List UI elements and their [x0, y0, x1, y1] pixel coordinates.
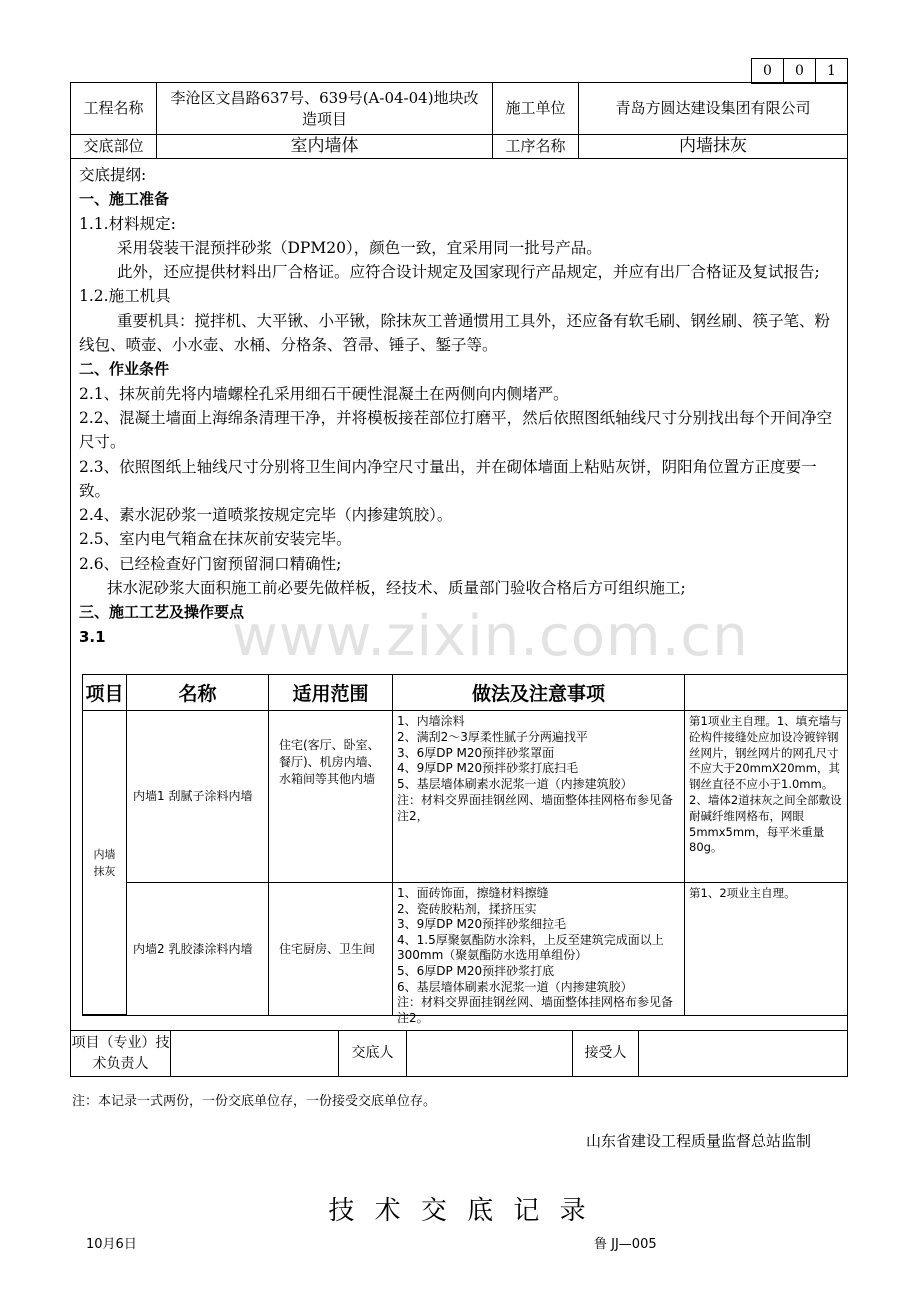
tech-lead-label: 项目（专业）技术负责人 [71, 1030, 171, 1076]
section-process: 三、施工工艺及操作要点 [79, 603, 245, 622]
step-line: 1、面砖饰面，擦缝材料擦缝 [397, 886, 549, 900]
discloser-field[interactable] [407, 1030, 573, 1076]
process-label: 工序名称 [493, 135, 579, 159]
subsection-material: 1.1.材料规定: [79, 214, 176, 233]
step-line: 注：材料交界面挂钢丝网、墙面整体挂网格布参见备注2。 [397, 995, 674, 1025]
step-line: 3、6厚DP M20预拌砂浆罩面 [397, 745, 555, 760]
serial-number [752, 58, 848, 84]
col-header: 名称 [127, 675, 269, 711]
col-header [685, 675, 847, 711]
project-name: 李沧区文昌路637号、639号(A-04-04)地块改造项目 [157, 83, 493, 135]
row-scope: 住宅(客厅、卧室、餐厅)、机房内墙、水箱间等其他内墙 [269, 711, 393, 883]
serial-digit: 0 [751, 58, 784, 84]
row-name: 内墙1 刮腻子涂料内墙 [127, 711, 269, 883]
col-header: 项目 [83, 675, 127, 711]
step-line: 4、9厚DP M20预拌砂浆打底扫毛 [397, 761, 579, 776]
serial-digit: 1 [815, 58, 848, 84]
row-name: 内墙2 乳胶漆涂料内墙 [127, 883, 269, 1015]
watermark: www.zixin.com.cn [232, 604, 749, 669]
document-title: 技 术 交 底 记 录 [328, 1196, 592, 1226]
tech-lead-field[interactable] [171, 1030, 339, 1076]
disclosure-content [79, 163, 844, 649]
receiver-label: 接受人 [573, 1030, 639, 1076]
builder-label: 施工单位 [493, 83, 579, 135]
step-line: 5、6厚DP M20预拌砂浆打底 [397, 963, 555, 978]
part-value: 室内墙体 [157, 135, 493, 159]
document-code: 鲁 JJ—005 [594, 1237, 657, 1252]
outline-heading: 交底提纲: [79, 166, 147, 184]
step-line: 6、基层墙体刷素水泥浆一道（内掺建筑胶） [397, 979, 633, 994]
row-notes: 第1项业主自理。1、填充墙与砼构件接缝处应加设冷镀锌钢丝网片，钢丝网片的网孔尺寸不应大于20mmX20mm，其钢丝直径不应小于1.0mm。2、墙体2道抹灰之间全部敷设耐碱纤维网格布，网眼5mmx5mm，每平米重量80g。 [685, 711, 847, 883]
row-scope: 住宅厨房、卫生间 [269, 883, 393, 1015]
condition-item: 抹水泥砂浆大面积施工前必要先做样板，经技术、质量部门验收合格后方可组织施工; [107, 579, 686, 598]
step-line: 5、基层墙体刷素水泥浆一道（内掺建筑胶） [397, 777, 633, 792]
condition-item: 2.3、依照图纸上轴线尺寸分别将卫生间内净空尺寸量出，并在砌体墙面上粘贴灰饼，阴阳角位置方正度要一致。 [79, 457, 817, 500]
step-line: 2、满刮2～3厚柔性腻子分两遍找平 [397, 729, 588, 744]
row-steps [393, 883, 685, 1025]
project-name-label: 工程名称 [71, 83, 157, 135]
item-cell: 内墙抹灰 [83, 711, 127, 1015]
serial-digit: 0 [783, 58, 816, 84]
process-value: 内墙抹灰 [579, 135, 847, 159]
footer-note: 注：本记录一式两份，一份交底单位存，一份接受交底单位存。 [72, 1094, 437, 1109]
subsection-3-1: 3.1 [79, 627, 106, 646]
step-line: 4、1.5厚聚氨酯防水涂料，上反至建筑完成面以上300mm（聚氨酯防水选用单组份） [397, 932, 664, 963]
condition-item: 2.6、已经检查好门窗预留洞口精确性; [79, 554, 342, 573]
step-line: 3、9厚DP M20预拌砂浆细拉毛 [397, 917, 567, 932]
row-notes: 第1、2项业主自理。 [689, 886, 796, 900]
step-line: 注：材料交界面挂钢丝网、墙面整体挂网格布参见备注2， [397, 792, 674, 823]
subsection-tools: 1.2.施工机具 [79, 287, 171, 306]
paragraph: 重要机具：搅拌机、大平锹、小平锹，除抹灰工普通惯用工具外，还应备有软毛刷、钢丝刷、筷子笔、粉线包、喷壶、小水壶、水桶、分格条、笤帚、锤子、錾子等。 [79, 311, 831, 355]
condition-item: 2.1、抹灰前先将内墙螺栓孔采用细石干硬性混凝土在两侧向内侧堵严。 [79, 384, 569, 403]
condition-item: 2.4、素水泥砂浆一道喷浆按规定完毕（内掺建筑胶）。 [79, 506, 453, 525]
paragraph: 采用袋装干混预拌砂浆（DPM20），颜色一致，宜采用同一批号产品。 [117, 238, 602, 257]
step-line: 2、瓷砖胶粘剂，揉挤压实 [397, 901, 537, 916]
step-line: 1、内墙涂料 [397, 714, 465, 728]
col-header: 适用范围 [269, 675, 393, 711]
part-label: 交底部位 [71, 135, 157, 159]
supervising-org: 山东省建设工程质量监督总站监制 [586, 1132, 812, 1150]
condition-item: 2.5、室内电气箱盒在抹灰前安装完毕。 [79, 530, 352, 549]
section-preparation: 一、施工准备 [79, 190, 170, 209]
process-table [82, 674, 848, 1025]
discloser-label: 交底人 [339, 1030, 407, 1076]
row-steps [393, 711, 685, 883]
builder-name: 青岛方圆达建设集团有限公司 [579, 83, 847, 135]
section-conditions: 二、作业条件 [79, 360, 170, 379]
paragraph: 此外，还应提供材料出厂合格证。应符合设计规定及国家现行产品规定，并应有出厂合格证及复试报告; [117, 263, 820, 282]
col-header: 做法及注意事项 [393, 675, 685, 711]
receiver-field[interactable] [639, 1030, 847, 1076]
document-date: 10月6日 [86, 1237, 137, 1252]
condition-item: 2.2、混凝土墙面上海绵条清理干净，并将模板接茬部位打磨平，然后依照图纸轴线尺寸分别找出每个开间净空尺寸。 [79, 408, 833, 452]
